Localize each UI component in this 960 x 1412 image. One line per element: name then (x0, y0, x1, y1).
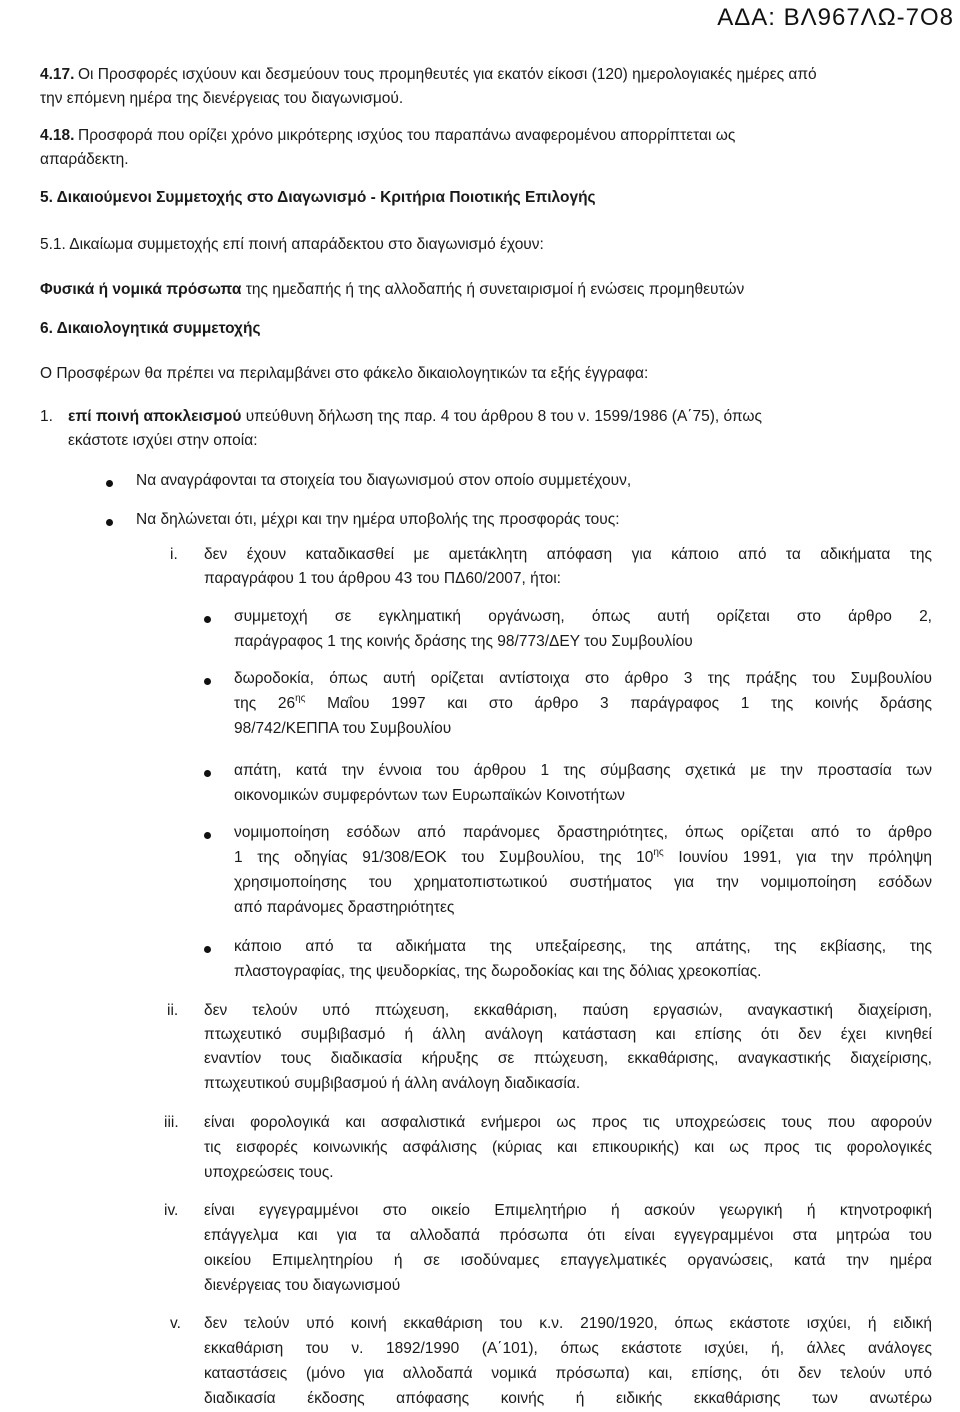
crime-4-sup: ης (653, 847, 664, 858)
crime-5-line2: πλαστογραφίας, της ψευδορκίας, της δωροδοκίας και της δόλιας χρεοκοπίας. (234, 963, 762, 980)
section-4-18-line2: απαράδεκτη. (40, 151, 129, 168)
section-6-heading: 6. Δικαιολογητικά συμμετοχής (40, 320, 261, 337)
crime-5-line1: κάποιο από τα αδικήματα της υπεξαίρεσης, της απάτης, της εκβίασης, της (234, 938, 932, 955)
roman-i-line1: δεν έχουν καταδικασθεί με αμετάκλητη απόφαση για κάποιο από τα αδικήματα της (204, 546, 932, 563)
eligible-persons (40, 281, 744, 299)
section-4-17-line1: Οι Προσφορές ισχύουν και δεσμεύουν τους προμηθευτές για εκατόν είκοσι (120) ημερολογιακές ημέρες από (78, 66, 817, 83)
crime-2-line2-rest: Μαΐου 1997 και στο άρθρο 3 παράγραφος 1 της κοινής δράσης (305, 695, 932, 712)
roman-iv-line4: διενέργειας του διαγωνισμού (204, 1277, 401, 1294)
roman-ii-line1: δεν τελούν υπό πτώχευση, εκκαθάριση, παύση εργασιών, αναγκαστική διαχείριση, (204, 1002, 932, 1019)
roman-iii-line2: τις εισφορές κοινωνικής ασφάλισης (κύριας και επικουρικής) και ως προς τις φορολογικές (204, 1139, 932, 1156)
crime-2-line1: δωροδοκία, όπως αυτή ορίζεται αντίστοιχα στο άρθρο 3 της πράξης του Συμβουλίου (234, 670, 932, 687)
crime-4-line2 (234, 849, 932, 867)
section-4-18-number: 4.18. (40, 127, 75, 144)
roman-iv-number: iv. (164, 1202, 179, 1219)
item-1-line2: εκάστοτε ισχύει στην οποία: (68, 432, 258, 449)
roman-v-number: v. (170, 1315, 181, 1332)
bullet-2: Να δηλώνεται ότι, μέχρι και την ημέρα υποβολής της προσφοράς τους: (136, 511, 620, 528)
section-6-intro: Ο Προσφέρων θα πρέπει να περιλαμβάνει στο φάκελο δικαιολογητικών τα εξής έγγραφα: (40, 365, 649, 382)
crime-4-line3: χρησιμοποίησης του χρηματοπιστωτικού συστήματος για την νομιμοποίηση εσόδων (234, 874, 932, 891)
section-4-17-line2: την επόμενη ημέρα της διενέργειας του διαγωνισμού. (40, 90, 404, 107)
bullet-icon (204, 770, 211, 777)
roman-iii-line3: υποχρεώσεις τους. (204, 1164, 334, 1181)
roman-ii-number: ii. (167, 1002, 179, 1019)
roman-v-line1: δεν τελούν υπό κοινή εκκαθάριση του κ.ν. 2190/1920, όπως εκάστοτε ισχύει, ή ειδική (204, 1315, 932, 1332)
crime-1-line2: παράγραφος 1 της κοινής δράσης της 98/773/ΔΕΥ του Συμβουλίου (234, 633, 693, 650)
item-1-bold: επί ποινή αποκλεισμού (68, 408, 242, 425)
roman-ii-line3: εναντίον τους διαδικασία κήρυξης σε πτώχευση, εκκαθάρισης, αναγκαστικής διαχείρισης, (204, 1050, 932, 1067)
item-1-line1 (68, 408, 762, 426)
roman-iv-line1: είναι εγγεγραμμένοι στο οικείο Επιμελητήριο ή ασκούν γεωργική ή κτηνοτροφική (204, 1202, 932, 1219)
crime-4-line2-rest: Ιουνίου 1991, για την πρόληψη (663, 849, 932, 866)
roman-iii-number: iii. (164, 1114, 179, 1131)
roman-ii-line4: πτωχευτικού συμβιβασμού ή άλλη ανάλογη διαδικασία. (204, 1075, 581, 1092)
crime-2-date: της 26 (234, 695, 296, 712)
roman-v-line4: διαδικασία έκδοσης απόφασης κοινής ή ειδικής εκκαθάρισης των ανωτέρω (204, 1390, 932, 1407)
crime-3-line1: απάτη, κατά την έννοια του άρθρου 1 της σύμβασης σχετικά με την προστασία των (234, 762, 932, 779)
roman-i-number: i. (170, 546, 178, 563)
roman-i-line2: παραγράφου 1 του άρθρου 43 του ΠΔ60/2007, ήτοι: (204, 570, 561, 587)
eligible-persons-rest: της ημεδαπής ή της αλλοδαπής ή συνεταιρισμοί ή ενώσεις προμηθευτών (241, 281, 745, 298)
roman-iv-line3: οικείου Επιμελητηρίου ή σε ισοδύναμες επαγγελματικές οργανώσεις, κατά την ημέρα (204, 1252, 932, 1269)
bullet-icon (106, 480, 113, 487)
section-4-17-number: 4.17. (40, 66, 75, 83)
section-5-heading: 5. Δικαιούμενοι Συμμετοχής στο Διαγωνισμό - Κριτήρια Ποιοτικής Επιλογής (40, 189, 596, 206)
crime-4-line4: από παράνομες δραστηριότητες (234, 899, 455, 916)
bullet-1: Να αναγράφονται τα στοιχεία του διαγωνισμού στον οποίο συμμετέχουν, (136, 472, 632, 489)
item-1-rest: υπεύθυνη δήλωση της παρ. 4 του άρθρου 8 του ν. 1599/1986 (Α΄75), όπως (241, 408, 762, 425)
roman-iii-line1: είναι φορολογικά και ασφαλιστικά ενήμεροι ως προς τις υποχρεώσεις τους που αφορούν (204, 1114, 932, 1131)
crime-3-line2: οικονομικών συμφερόντων των Ευρωπαϊκών Κοινοτήτων (234, 787, 625, 804)
roman-v-line2: εκκαθάριση του ν. 1892/1990 (Α΄101), όπως εκάστοτε ισχύει, ή, άλλες ανάλογες (204, 1340, 932, 1357)
bullet-icon (204, 832, 211, 839)
section-5-1: 5.1. Δικαίωμα συμμετοχής επί ποινή απαράδεκτου στο διαγωνισμό έχουν: (40, 236, 544, 253)
bullet-icon (204, 616, 211, 623)
ada-code: ΑΔΑ: ΒΛ967ΛΩ-7Ο8 (717, 4, 954, 31)
crime-2-line2 (234, 695, 932, 713)
bullet-icon (204, 678, 211, 685)
eligible-persons-bold: Φυσικά ή νομικά πρόσωπα (40, 281, 242, 298)
bullet-icon (106, 519, 113, 526)
roman-iv-line2: επάγγελμα και για τα αλλοδαπά πρόσωπα ότι είναι εγγεγραμμένοι στα μητρώα του (204, 1227, 932, 1244)
crime-4-line1: νομιμοποίηση εσόδων από παράνομες δραστηριότητες, όπως ορίζεται από το άρθρο (234, 824, 932, 841)
crime-2-sup: ης (295, 693, 306, 704)
crime-4-date: 1 της οδηγίας 91/308/ΕΟΚ του Συμβουλίου, της 10 (234, 849, 654, 866)
crime-1-line1: συμμετοχή σε εγκληματική οργάνωση, όπως αυτή ορίζεται στο άρθρο 2, (234, 608, 932, 625)
crime-2-line3: 98/742/ΚΕΠΠΑ του Συμβουλίου (234, 720, 452, 737)
item-1-number: 1. (40, 408, 53, 425)
bullet-icon (204, 946, 211, 953)
roman-v-line3: καταστάσεις (μόνο για αλλοδαπά νομικά πρόσωπα) και, επίσης, ότι δεν τελούν υπό (204, 1365, 932, 1382)
section-4-18-line1: Προσφορά που ορίζει χρόνο μικρότερης ισχύος του παραπάνω αναφερομένου απορρίπτεται ως (78, 127, 736, 144)
roman-ii-line2: πτωχευτικό συμβιβασμό ή άλλη ανάλογη κατάσταση και επίσης ότι δεν έχει κινηθεί (204, 1026, 932, 1043)
